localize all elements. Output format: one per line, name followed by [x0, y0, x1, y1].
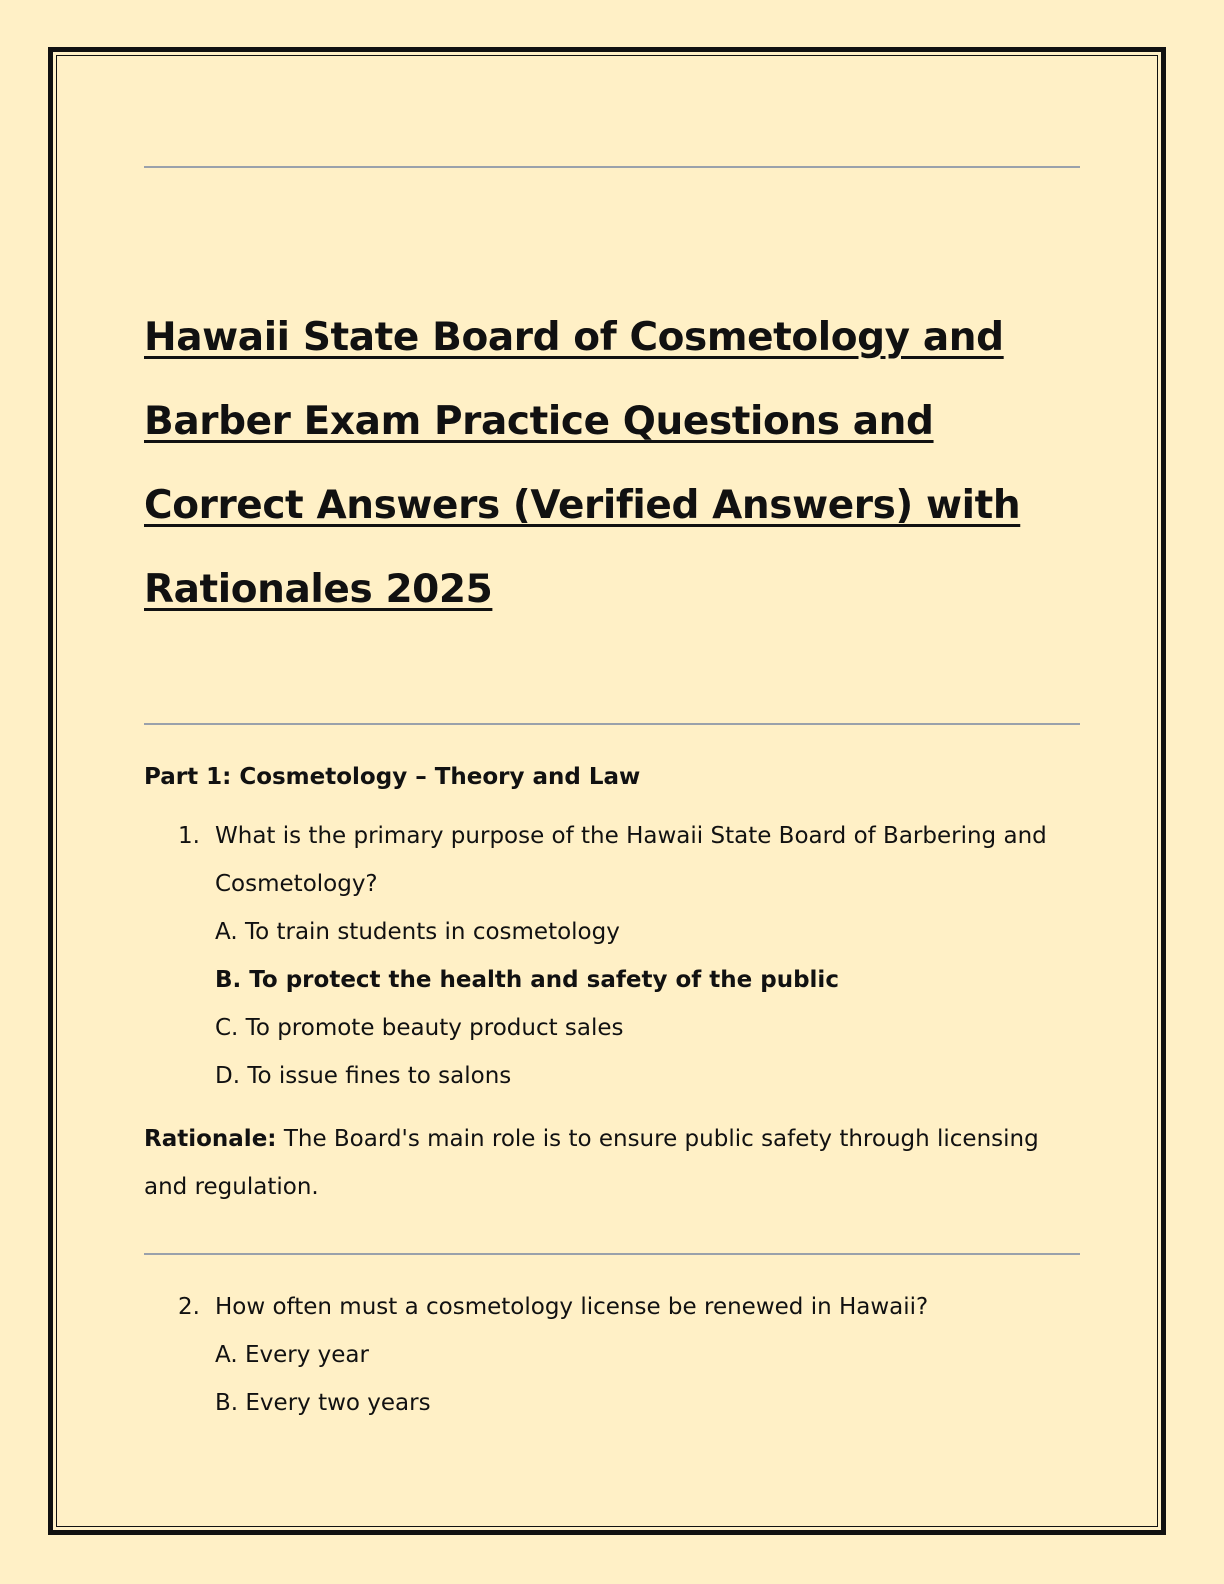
- question-1-option-a: A. To train students in cosmetology: [215, 919, 620, 945]
- question-2-text: [144, 1283, 1080, 1331]
- document-title: [144, 296, 1104, 632]
- question-1: [144, 812, 1080, 1100]
- question-1-option-c: C. To promote beauty product sales: [215, 1015, 624, 1041]
- question-1-option-d: D. To issue fines to salons: [215, 1063, 512, 1089]
- document-title-text: Hawaii State Board of Cosmetology and Barber Exam Practice Questions and Correct Answers (Verified Answers) with Rationales 2025: [144, 315, 1021, 612]
- rationale-label: Rationale:: [144, 1126, 277, 1152]
- question-2-number: 2.: [178, 1294, 200, 1320]
- question-2: [144, 1283, 1080, 1427]
- divider-after-question-1: [144, 1253, 1080, 1255]
- question-2-option-a: A. Every year: [215, 1342, 369, 1368]
- question-1-rationale: [144, 1115, 1080, 1211]
- divider-after-title: [144, 723, 1080, 725]
- question-2-text-line1: How often must a cosmetology license be renewed in Hawaii?: [215, 1294, 929, 1320]
- part-heading: Part 1: Cosmetology – Theory and Law: [144, 764, 641, 790]
- question-2-option-b: B. Every two years: [215, 1390, 431, 1416]
- question-1-option-b-correct: B. To protect the health and safety of the public: [215, 967, 839, 993]
- rationale-text: The Board's main role is to ensure public safety through licensing and regulation.: [144, 1126, 1039, 1200]
- question-1-number: 1.: [178, 823, 200, 849]
- question-1-text-line1: What is the primary purpose of the Hawaii State Board of Barbering and: [215, 823, 1047, 849]
- divider-top: [144, 166, 1080, 168]
- question-1-text-line2: Cosmetology?: [215, 871, 378, 897]
- question-1-text: [144, 812, 1080, 860]
